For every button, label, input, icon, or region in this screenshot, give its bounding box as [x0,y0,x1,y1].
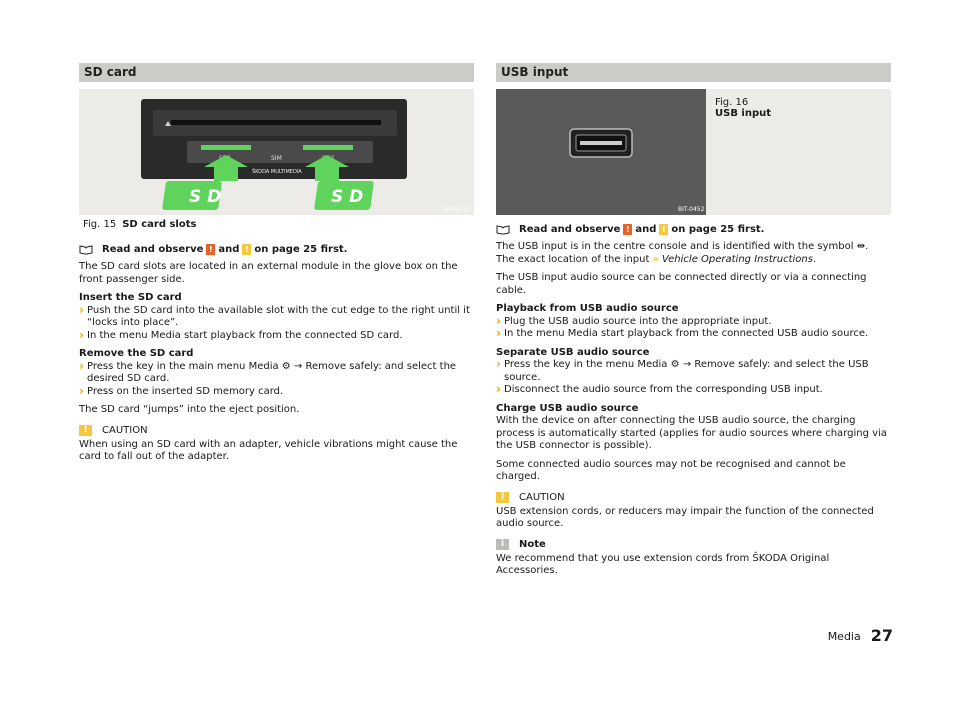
remove-title: Remove the SD card [79,348,194,359]
caution-title: CAUTION [102,424,148,436]
footer-section: Media [827,630,861,643]
read-and-observe [79,244,474,255]
caution-icon: ! [496,492,509,503]
insert-title: Insert the SD card [79,292,182,303]
read-observe-and: and [218,244,240,255]
remove-step-1: › Press the key in the main menu Media ⚙ → Remove safely: and select the desired SD card. [79,361,474,386]
charge-note: Some connected audio sources may not be recognised and cannot be charged. [496,458,846,482]
read-observe-post: on page 25 first. [671,224,765,235]
usb-intro-2: The exact location of the input » Vehicle Operating Instructions. [496,253,817,265]
usb-intro-1: The USB input is in the centre console and is identified with the symbol ⇹. [496,241,869,252]
caution-text: USB extension cords, or reducers may impair the function of the connected audio source. [496,505,874,529]
section-heading-usb: USB input [496,63,891,82]
playback-step-1: › Plug the USB audio source into the appropriate input. [496,316,891,329]
reference-arrow[interactable]: » [652,253,659,265]
warning-icon: ! [206,244,215,255]
book-icon [496,225,510,235]
note-text: We recommend that you use extension cords from ŠKODA Original Accessories. [496,552,830,576]
usb-port-illustration [496,89,706,215]
sd-card-label: S D [331,187,364,207]
read-observe-pre: Read and observe [519,224,621,235]
caution-icon: ! [242,244,251,255]
caution-text: When using an SD card with an adapter, vehicle vibrations might cause the card to fall out of the adapter. [79,438,458,462]
sd-card-label: S D [189,187,222,207]
playback-step-2: › In the menu Media start playback from the connected USB audio source. [496,328,891,341]
page-footer [828,626,893,645]
charge-title: Charge USB audio source [496,402,639,414]
figure-title: SD card slots [122,219,197,230]
read-observe-pre: Read and observe [102,244,204,255]
separate-step-2: › Disconnect the audio source from the corresponding USB input. [496,384,891,397]
separate-title: Separate USB audio source [496,346,650,358]
read-observe-and: and [635,224,657,235]
figure-caption [715,97,771,119]
caution-heading [79,425,474,436]
usb-input-section [496,63,891,578]
insert-step-1: › Push the SD card into the available slot with the cut edge to the right until it “locks into place”. [79,305,474,330]
sd-intro: The SD card slots are located in an external module in the glove box on the front passenger side. [79,261,458,285]
caution-heading [496,492,891,503]
read-and-observe [496,224,891,235]
book-icon [79,245,93,255]
usb-intro-3: The USB input audio source can be connected directly or via a connecting cable. [496,272,867,296]
remove-step-2: › Press on the inserted SD memory card. [79,386,474,399]
caution-icon: ! [79,425,92,436]
slot-label-sim: SIM [271,155,282,162]
sd-jumps: The SD card “jumps” into the eject position. [79,404,300,415]
figure-number: Fig. 16 [715,97,749,108]
playback-title: Playback from USB audio source [496,303,679,314]
figure-title: USB input [715,108,772,119]
page-number: 27 [870,626,893,645]
caution-icon: ! [659,224,668,235]
read-observe-post: on page 25 first. [254,244,348,255]
figure-code: BIT-0413 [443,206,470,213]
info-icon: i [496,539,509,550]
note-title: Note [519,538,546,550]
figure-number: Fig. 15 [83,219,117,230]
insert-step-2: › In the menu Media start playback from the connected SD card. [79,330,474,343]
sd-slots-illustration [79,89,474,215]
sd-card-section [79,63,474,464]
figure-code: BIT-0452 [678,206,705,213]
separate-step-1: › Press the key in the menu Media ⚙ → Remove safely: and select the USB source. [496,359,891,384]
warning-icon: ! [623,224,632,235]
figure-usb [496,89,891,215]
figure-caption [79,215,474,235]
charge-text: With the device on after connecting the USB audio source, the charging process is automatically started (applies for audio sources where charging via the USB connector is possible). [496,415,887,451]
figure-sd-slots [79,89,474,215]
operating-instructions-link[interactable]: Vehicle Operating Instructions [661,253,813,265]
note-heading [496,539,891,550]
brand-label: ŠKODA MULTIMEDIA [252,169,302,175]
caution-title: CAUTION [519,491,565,503]
section-heading-sd-card: SD card [79,63,474,82]
